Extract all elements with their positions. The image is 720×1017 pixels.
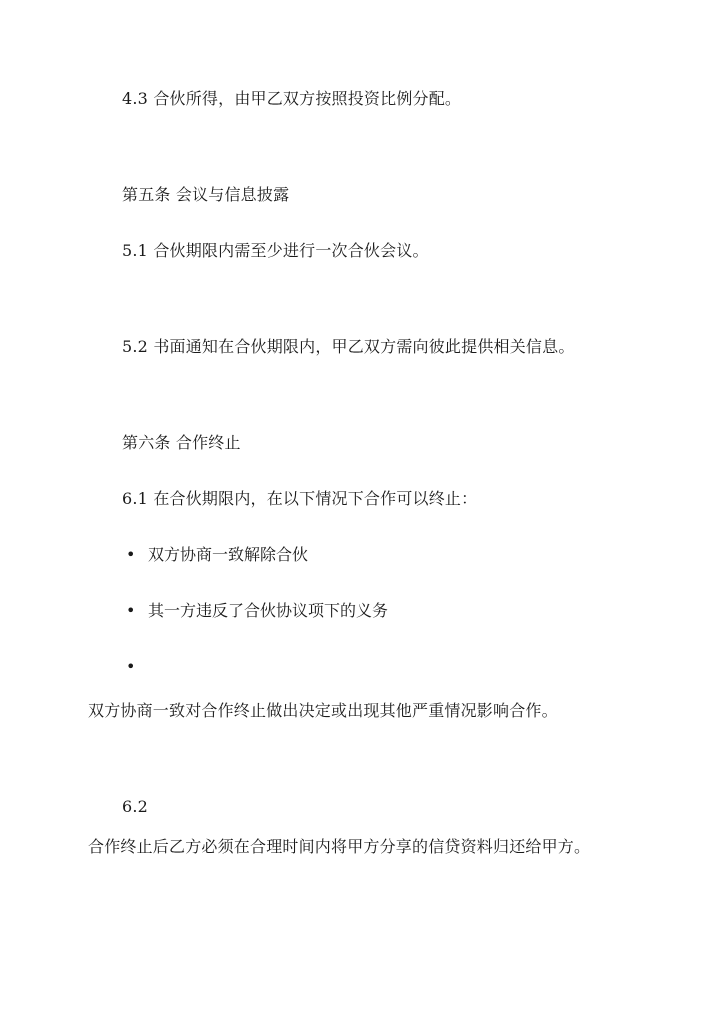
bullet-icon: • [126, 601, 136, 620]
article-5-heading: 第五条 会议与信息披露 [122, 185, 290, 204]
article-6-heading: 第六条 合作终止 [122, 433, 241, 452]
clause-6-2-text: 合作终止后乙方必须在合理时间内将甲方分享的信贷资料归还给甲方。 [88, 837, 591, 856]
bullet-3-continuation: 双方协商一致对合作终止做出决定或出现其他严重情况影响合作。 [88, 701, 558, 720]
clause-6-2-number: 6.2 [122, 797, 149, 816]
clause-5-2: 5.2 书面通知在合伙期限内，甲乙双方需向彼此提供相关信息。 [122, 337, 575, 356]
clause-4-3: 4.3 合伙所得，由甲乙双方按照投资比例分配。 [122, 89, 462, 108]
bullet-text: 双方协商一致解除合伙 [148, 545, 309, 564]
bullet-icon: • [126, 545, 136, 564]
bullet-text: 其一方违反了合伙协议项下的义务 [148, 601, 389, 620]
bullet-icon: • [126, 657, 136, 676]
clause-6-1: 6.1 在合伙期限内，在以下情况下合作可以终止： [122, 489, 478, 508]
clause-5-1: 5.1 合伙期限内需至少进行一次合伙会议。 [122, 241, 429, 260]
